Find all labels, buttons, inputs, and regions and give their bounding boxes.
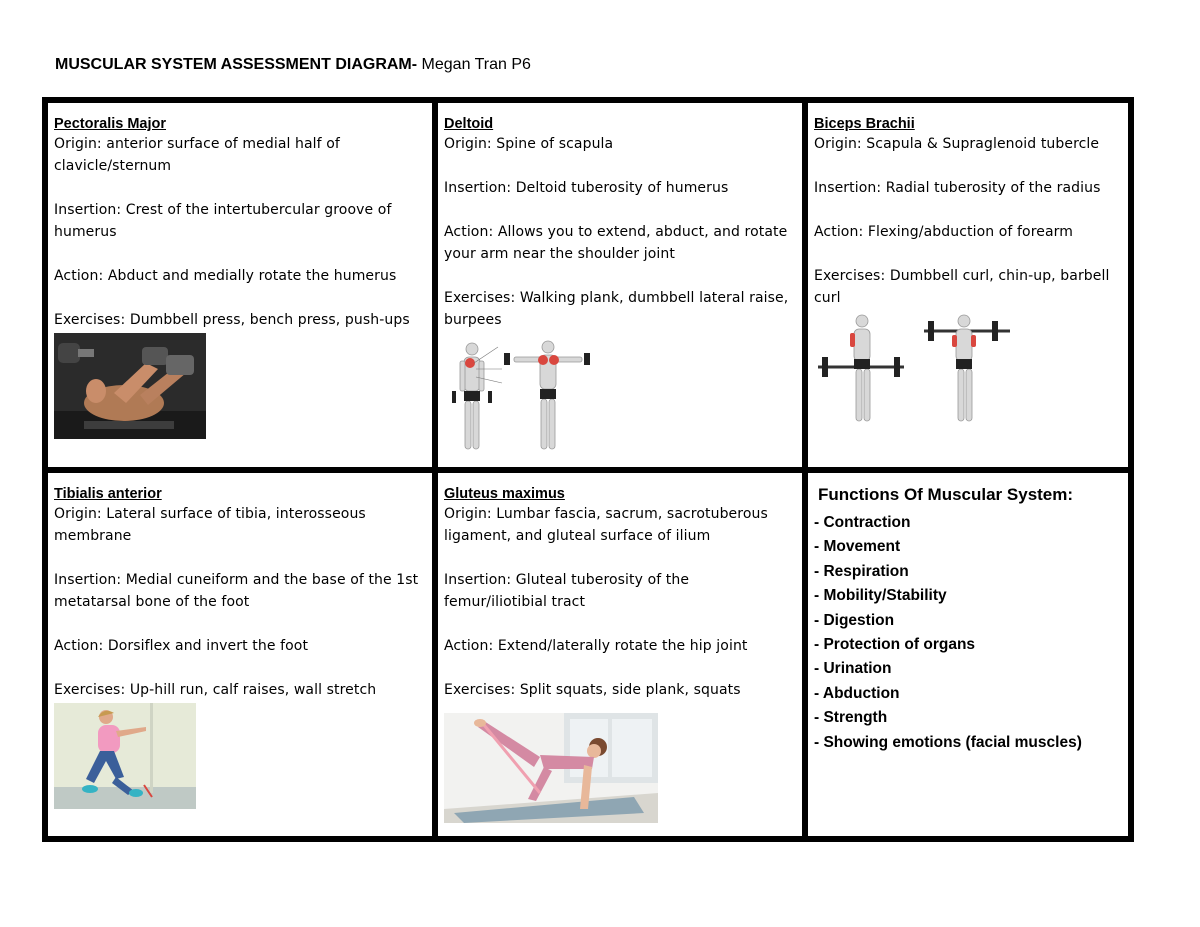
list-item: - Digestion <box>814 611 895 629</box>
muscle-origin: Origin: Lateral surface of tibia, interosseous membrane <box>54 506 366 544</box>
cell-pectoralis-major <box>48 103 432 467</box>
cell-tibialis-anterior <box>48 473 432 836</box>
muscle-action: Action: Extend/laterally rotate the hip joint <box>444 638 748 654</box>
muscle-insertion: Insertion: Gluteal tuberosity of the femur/iliotibial tract <box>444 572 690 610</box>
muscle-name: Biceps Brachii <box>814 116 915 132</box>
list-item: - Mobility/Stability <box>814 587 947 605</box>
cell-gluteus-maximus <box>438 473 802 836</box>
muscle-exercises: Exercises: Dumbbell press, bench press, push-ups <box>54 312 410 328</box>
muscle-grid <box>42 97 1134 842</box>
lateral-raise-illustration <box>444 337 604 457</box>
functions-list <box>814 511 1122 755</box>
muscle-action: Action: Allows you to extend, abduct, and rotate your arm near the shoulder joint <box>444 224 788 262</box>
list-item: - Abduction <box>814 684 900 702</box>
list-item: - Strength <box>814 709 888 727</box>
page-title-author: Megan Tran P6 <box>417 56 531 73</box>
page-title-bold: MUSCULAR SYSTEM ASSESSMENT DIAGRAM- <box>55 56 418 73</box>
cell-biceps-brachii <box>808 103 1128 467</box>
cell-deltoid <box>438 103 802 467</box>
wall-stretch-illustration <box>54 703 196 809</box>
muscle-origin: Origin: Spine of scapula <box>444 136 614 152</box>
muscle-name: Deltoid <box>444 116 494 132</box>
muscle-insertion: Insertion: Medial cuneiform and the base of the 1st metatarsal bone of the foot <box>54 572 419 610</box>
list-item: - Respiration <box>814 562 909 580</box>
muscle-exercises: Exercises: Up-hill run, calf raises, wall stretch <box>54 682 377 698</box>
list-item: - Urination <box>814 660 892 678</box>
cell-functions <box>808 473 1128 836</box>
muscle-origin: Origin: Scapula & Supraglenoid tubercle <box>814 136 1100 152</box>
muscle-exercises: Exercises: Split squats, side plank, squats <box>444 682 741 698</box>
list-item: - Movement <box>814 538 901 556</box>
muscle-action: Action: Flexing/abduction of forearm <box>814 224 1073 240</box>
functions-title: Functions Of Muscular System: <box>818 485 1074 504</box>
muscle-name: Gluteus maximus <box>444 486 565 502</box>
page-title <box>55 56 531 74</box>
muscle-insertion: Insertion: Deltoid tuberosity of humerus <box>444 180 729 196</box>
muscle-exercises: Exercises: Dumbbell curl, chin-up, barbell curl <box>814 268 1110 306</box>
list-item: - Protection of organs <box>814 636 976 654</box>
muscle-name: Tibialis anterior <box>54 486 162 502</box>
barbell-curl-illustration <box>814 313 1014 429</box>
muscle-origin: Origin: Lumbar fascia, sacrum, sacrotuberous ligament, and gluteal surface of ilium <box>444 506 768 544</box>
list-item: - Showing emotions (facial muscles) <box>814 733 1082 751</box>
glute-kickback-photo <box>444 713 658 823</box>
muscle-action: Action: Dorsiflex and invert the foot <box>54 638 309 654</box>
muscle-insertion: Insertion: Crest of the intertubercular groove of humerus <box>54 202 392 240</box>
muscle-action: Action: Abduct and medially rotate the humerus <box>54 268 397 284</box>
bench-press-photo <box>54 333 206 439</box>
muscle-insertion: Insertion: Radial tuberosity of the radius <box>814 180 1101 196</box>
list-item: - Contraction <box>814 514 911 531</box>
muscle-name: Pectoralis Major <box>54 116 167 132</box>
muscle-exercises: Exercises: Walking plank, dumbbell lateral raise, burpees <box>444 290 789 328</box>
muscle-origin: Origin: anterior surface of medial half of clavicle/sternum <box>54 136 340 174</box>
